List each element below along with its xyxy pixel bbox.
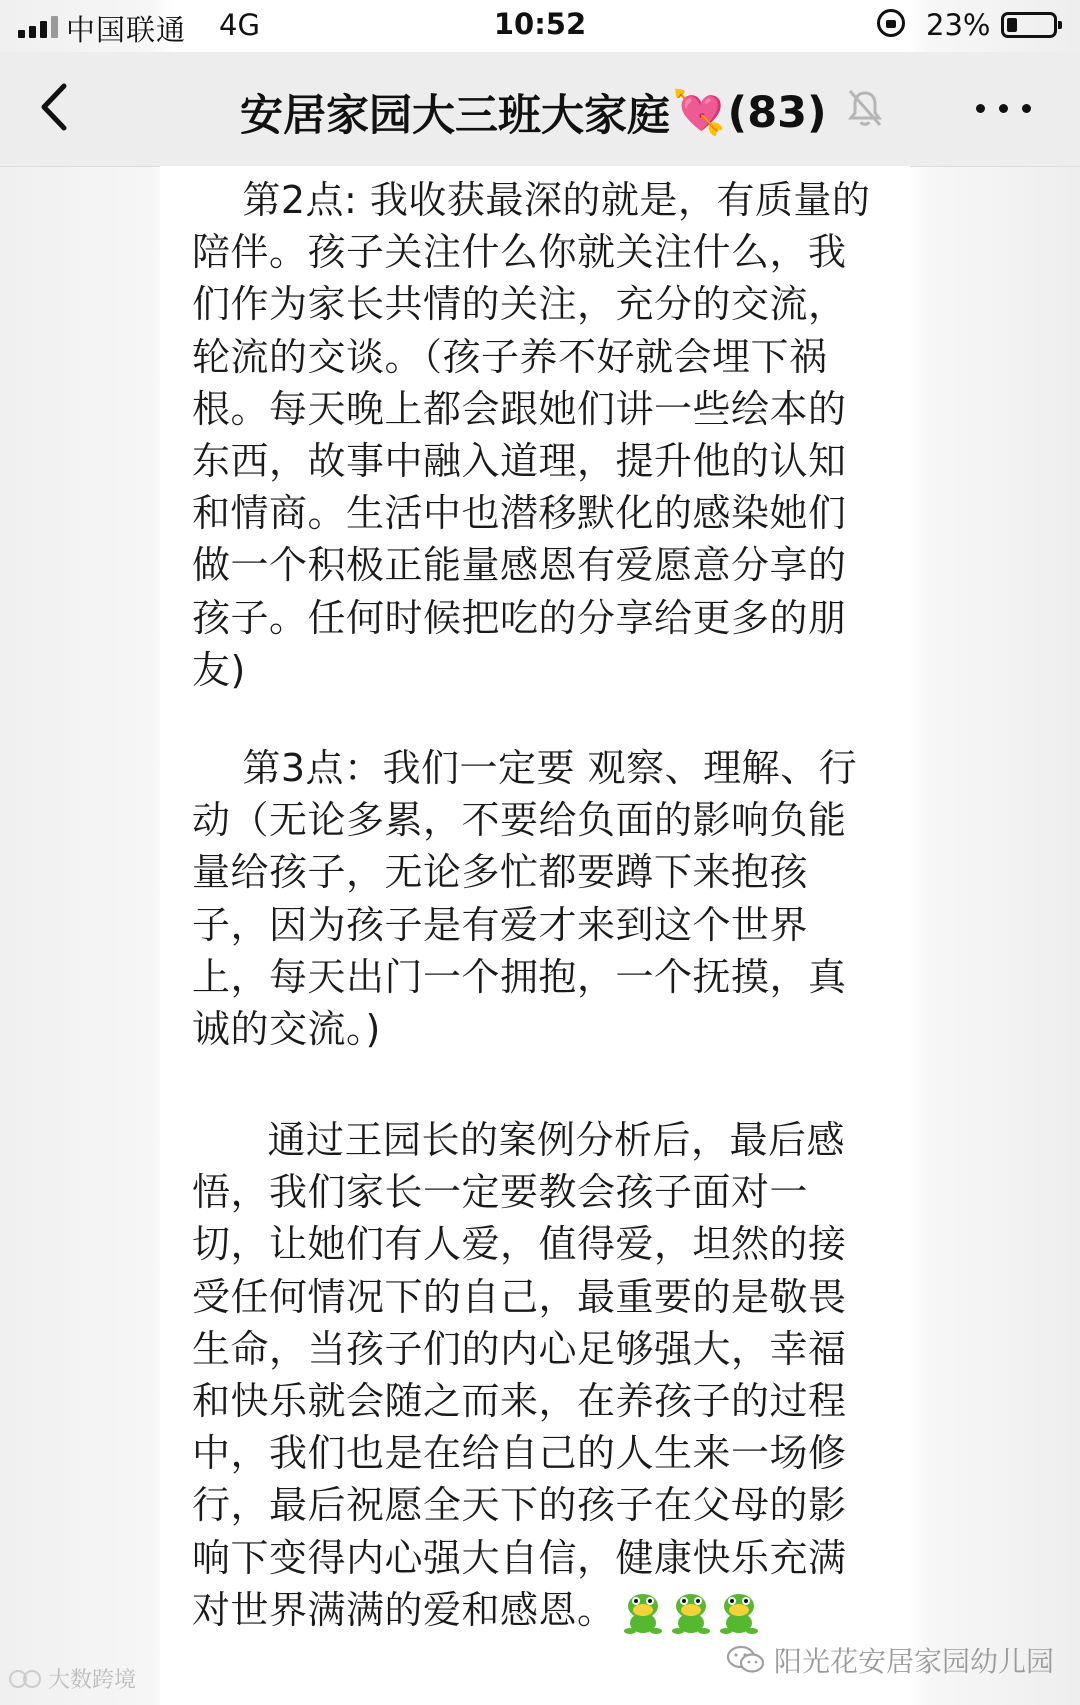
conclusion-text: 通过王园长的案例分析后，最后感悟，我们家长一定要教会孩子面对一切，让她们有人爱，值得爱，坦然的接受任何情况下的自己，最重要的是敬畏生命，当孩子们的内心足够强大，幸福和快乐就会随之而来，在养孩子的过程中，我们也是在给自己的人生来一场修行，最后祝愿全天下的孩子在父母的影响下变得内心强大自信，健康快乐充满对世界满满的爱和感恩。: [192, 1118, 847, 1632]
message-paragraph-conclusion: [192, 1114, 882, 1636]
chat-header: [0, 52, 1080, 167]
bell-muted-icon: [847, 88, 883, 128]
clock: 10:52: [493, 7, 587, 41]
account-watermark-text: 阳光花安居家园幼儿园: [774, 1645, 1055, 1678]
network-type: 4G: [219, 8, 260, 42]
battery-percent: 23%: [926, 8, 991, 42]
heart-arrow-emoji: 💘: [672, 87, 726, 138]
frog-emoji-icon: [670, 1589, 712, 1635]
battery-icon: [1001, 12, 1057, 38]
more-options-button[interactable]: [970, 84, 1040, 130]
message-paragraph-point-3: 第3点：我们一定要 观察、理解、行动（无论多累，不要给负面的影响负能量给孩子，无论多忙都要蹲下来抱孩子，因为孩子是有爱才来到这个世界上，每天出门一个拥抱，一个抚摸，真诚的交流。): [192, 746, 858, 1052]
back-button[interactable]: [30, 72, 90, 142]
chat-title: [240, 82, 827, 143]
source-watermark: [8, 1663, 136, 1694]
account-watermark: [726, 1640, 1054, 1680]
wechat-logo-icon: [726, 1645, 766, 1675]
status-bar: [0, 0, 1080, 52]
group-name: 安居家园大三班大家庭: [240, 91, 670, 141]
watermark-logo-icon: [8, 1667, 44, 1691]
more-dots-icon: [976, 104, 985, 113]
frog-emoji-icon: [718, 1589, 760, 1635]
battery-level: [1007, 18, 1017, 32]
frog-emoji-group: [616, 1588, 760, 1632]
rotation-lock-icon: [877, 9, 905, 37]
message-paragraph-point-2: 第2点: 我收获最深的就是，有质量的陪伴。孩子关注什么你就关注什么，我们作为家长共情的关注，充分的交流，轮流的交谈。（孩子养不好就会埋下祸根。每天晚上都会跟她们讲一些绘本的东西，故事中融入道理，提升他的认知和情商。生活中也潜移默化的感染她们做一个积极正能量感恩有爱愿意分享的孩子。任何时候把吃的分享给更多的朋友): [192, 178, 871, 692]
carrier-name: 中国联通: [66, 13, 187, 47]
frog-emoji-icon: [622, 1589, 664, 1635]
message-content: [160, 166, 910, 1705]
source-watermark-text: 大数跨境: [48, 1668, 137, 1693]
back-chevron-icon: [30, 72, 90, 142]
member-count: (83): [727, 87, 827, 138]
